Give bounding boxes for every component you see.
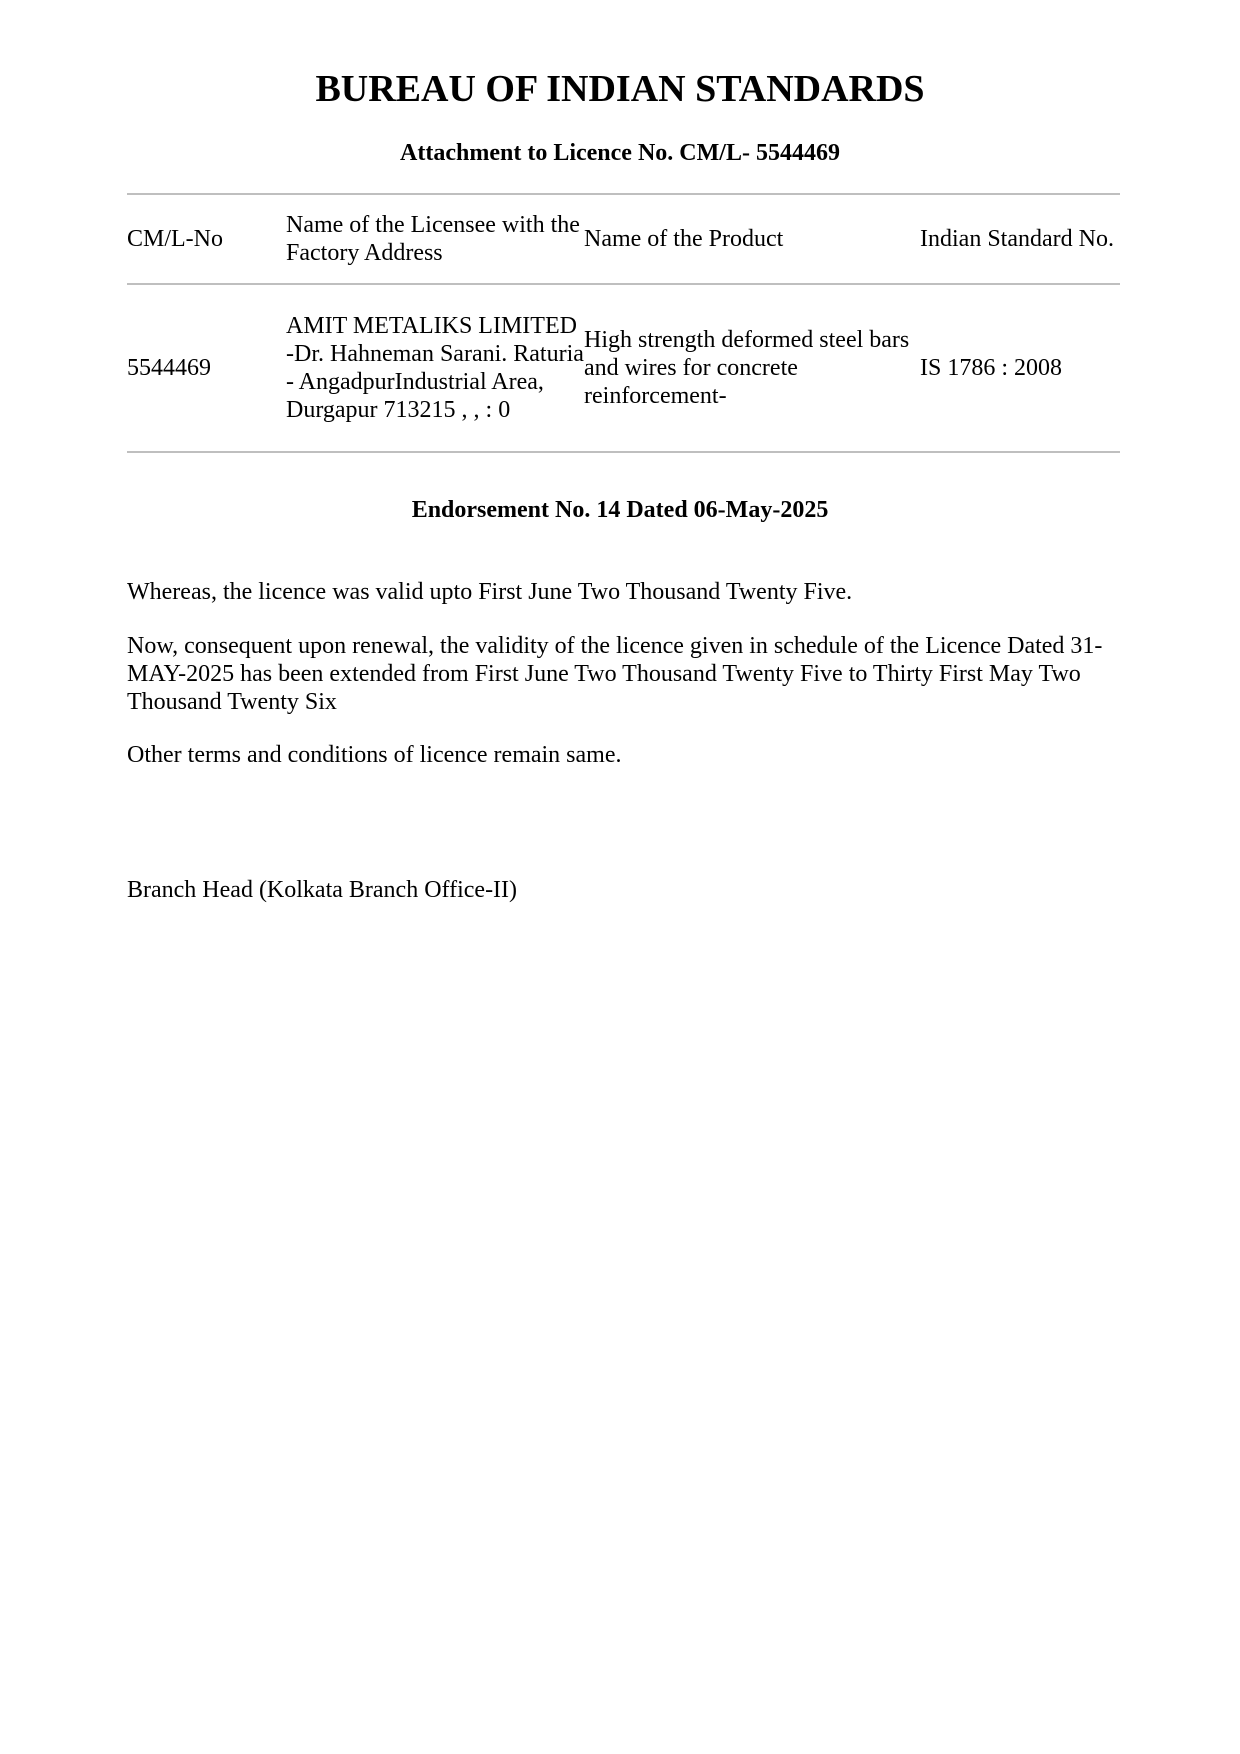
cell-product-name: High strength deformed steel bars and wires for concrete reinforcement- bbox=[584, 327, 910, 409]
column-header-cml-no: CM/L-No bbox=[127, 226, 223, 252]
page-title: BUREAU OF INDIAN STANDARDS bbox=[315, 68, 925, 110]
column-header-standard: Indian Standard No. bbox=[920, 226, 1114, 252]
cell-standard-no: IS 1786 : 2008 bbox=[920, 355, 1063, 381]
cell-cml-no: 5544469 bbox=[127, 355, 211, 381]
table-body bbox=[127, 284, 1120, 452]
signature-line: Branch Head (Kolkata Branch Office-II) bbox=[127, 877, 518, 903]
table-header-row bbox=[127, 194, 1120, 284]
column-header-licensee: Name of the Licensee with the Factory Address bbox=[286, 212, 580, 266]
table-row bbox=[127, 284, 1120, 452]
table-header bbox=[127, 194, 1120, 284]
endorsement-heading: Endorsement No. 14 Dated 06-May-2025 bbox=[411, 497, 829, 523]
renewal-paragraph: Now, consequent upon renewal, the validity of the licence given in schedule of the Licence Dated 31-MAY-2025 has been extended from First June Two Thousand Twenty Five to Thirty First May Two Thousand Twenty Six bbox=[127, 633, 1103, 715]
cell-licensee-address: AMIT METALIKS LIMITED -Dr. Hahneman Sarani. Raturia - AngadpurIndustrial Area, Durgapur 713215 , , : 0 bbox=[286, 313, 584, 423]
validity-paragraph: Whereas, the licence was valid upto First June Two Thousand Twenty Five. bbox=[127, 579, 853, 605]
licence-table bbox=[127, 193, 1120, 453]
terms-paragraph: Other terms and conditions of licence remain same. bbox=[127, 742, 622, 768]
column-header-product: Name of the Product bbox=[584, 226, 784, 252]
attachment-subtitle: Attachment to Licence No. CM/L- 5544469 bbox=[400, 140, 840, 166]
